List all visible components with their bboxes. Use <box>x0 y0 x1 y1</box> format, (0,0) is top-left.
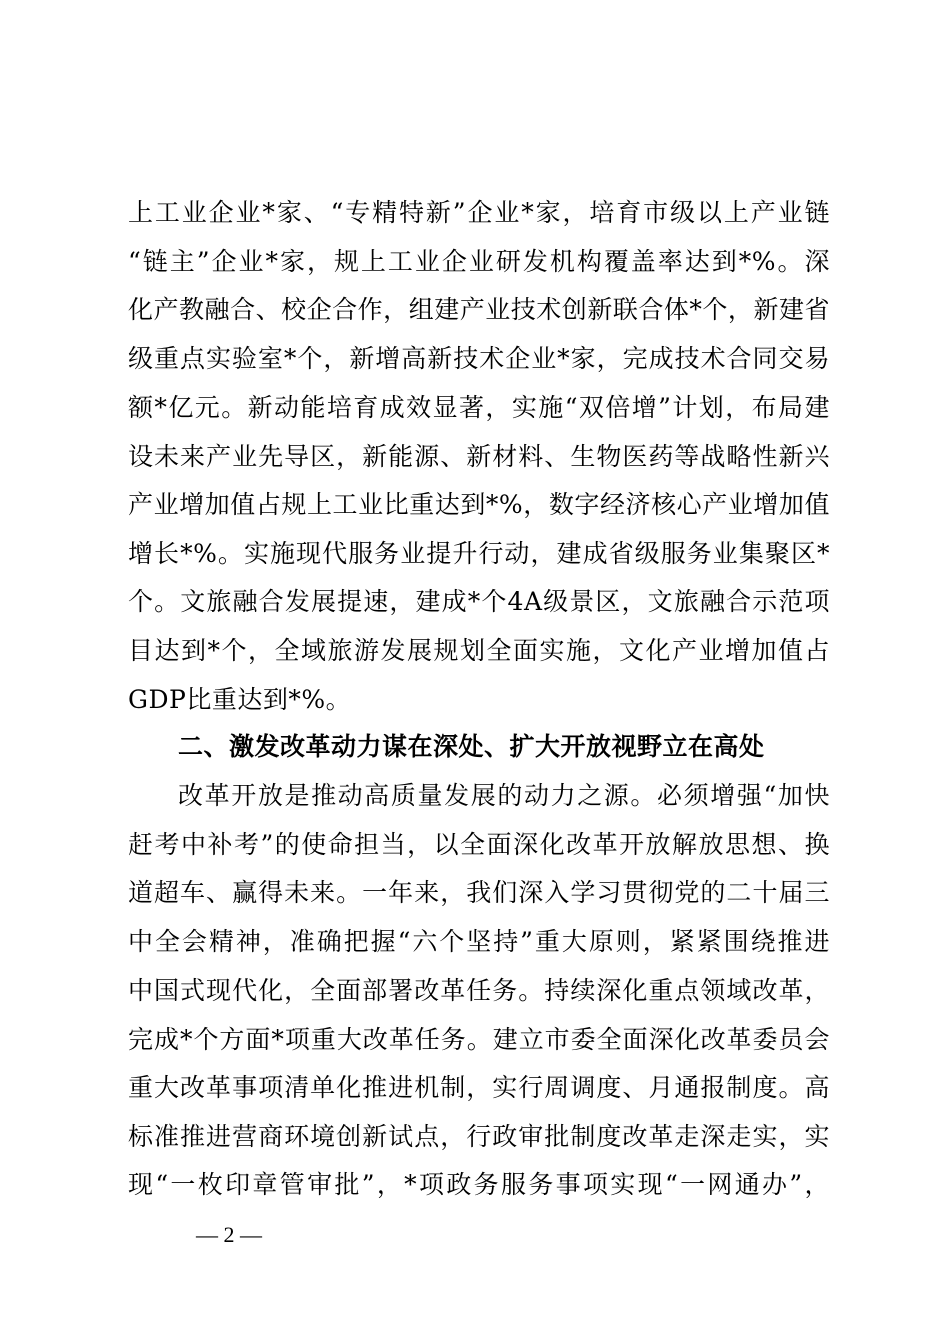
text-line: 产业增加值占规上工业比重达到*%，数字经济核心产业增加值 <box>128 490 830 519</box>
text-line: 级重点实验室*个，新增高新技术企业*家，完成技术合同交易 <box>128 344 830 373</box>
section-heading: 二、激发改革动力谋在深处、扩大开放视野立在高处 <box>178 732 765 761</box>
text-line: 改革开放是推动高质量发展的动力之源。必须增强“加快 <box>178 781 830 810</box>
text-line: 现“一枚印章管审批”，*项政务服务事项实现“一网通办”， <box>128 1170 830 1199</box>
text-line: 额*亿元。新动能培育成效显著，实施“双倍增”计划，布局建 <box>128 393 830 422</box>
text-line: 化产教融合、校企合作，组建产业技术创新联合体*个，新建省 <box>128 295 830 324</box>
text-line: “链主”企业*家，规上工业企业研发机构覆盖率达到*%。深 <box>128 247 830 276</box>
text-line: 中国式现代化，全面部署改革任务。持续深化重点领域改革， <box>128 976 830 1005</box>
text-line: 设未来产业先导区，新能源、新材料、生物医药等战略性新兴 <box>128 442 830 471</box>
text-line: 增长*%。实施现代服务业提升行动，建成省级服务业集聚区* <box>128 539 830 568</box>
text-line: GDP比重达到*%。 <box>128 685 352 714</box>
text-line: 目达到*个，全域旅游发展规划全面实施，文化产业增加值占 <box>128 636 830 665</box>
text-line: 个。文旅融合发展提速，建成*个4A级景区，文旅融合示范项 <box>128 587 830 616</box>
text-line: 赶考中补考”的使命担当，以全面深化改革开放解放思想、换 <box>128 830 830 859</box>
text-line: 重大改革事项清单化推进机制，实行周调度、月通报制度。高 <box>128 1073 830 1102</box>
text-line: 上工业企业*家、“专精特新”企业*家，培育市级以上产业链 <box>128 198 830 227</box>
text-line: 中全会精神，准确把握“六个坚持”重大原则，紧紧围绕推进 <box>128 927 830 956</box>
page-number: — 2 — <box>196 1222 262 1247</box>
text-line: 完成*个方面*项重大改革任务。建立市委全面深化改革委员会 <box>128 1025 830 1054</box>
text-line: 标准推进营商环境创新试点，行政审批制度改革走深走实，实 <box>128 1122 830 1151</box>
text-line: 道超车、赢得未来。一年来，我们深入学习贯彻党的二十届三 <box>128 878 830 907</box>
